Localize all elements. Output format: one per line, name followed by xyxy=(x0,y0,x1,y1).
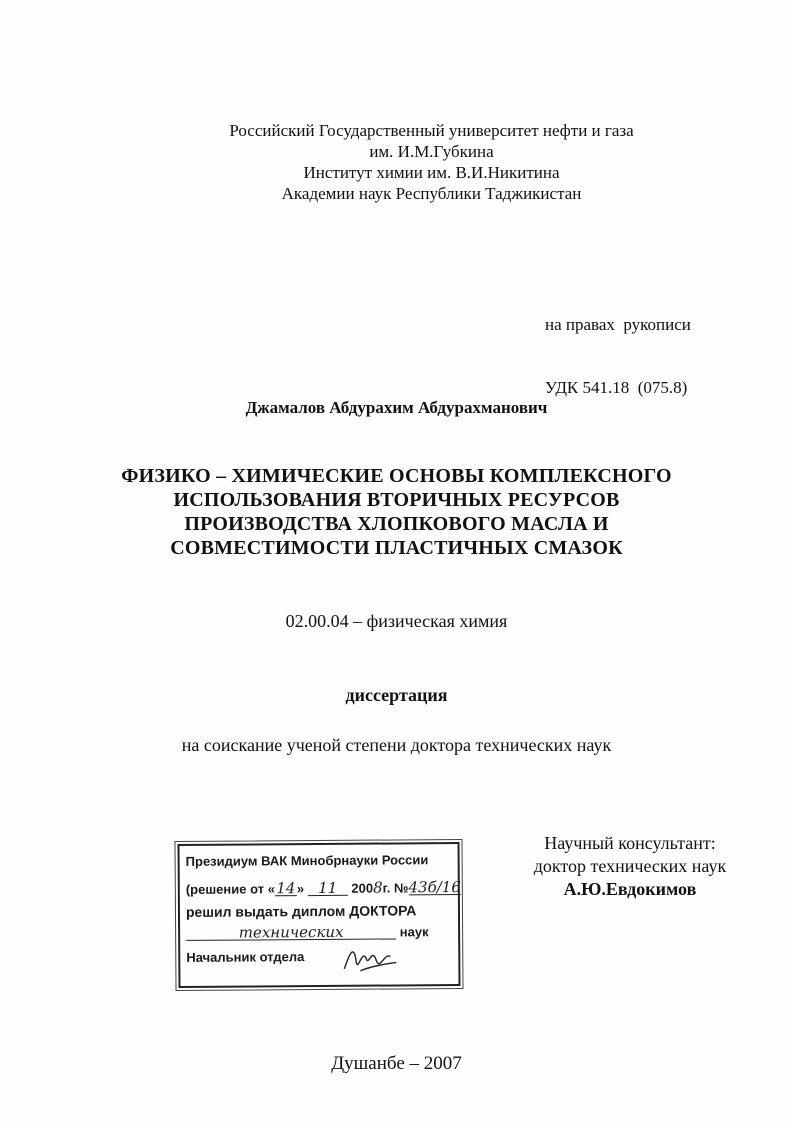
stamp-field: технических xyxy=(186,924,396,940)
thesis-title xyxy=(0,464,793,560)
institute-line: Институт химии им. В.И.Никитина xyxy=(303,163,560,182)
stamp-authority: Президиум ВАК Минобрнауки России xyxy=(185,852,429,869)
stamp-diploma: решил выдать диплом ДОКТОРА xyxy=(185,902,417,920)
stamp-field-line xyxy=(186,924,429,941)
consultant-title: доктор технических наук xyxy=(533,856,727,876)
consultant-role: Научный консультант: xyxy=(544,833,716,853)
document-type: диссертация xyxy=(345,685,448,705)
institution-header xyxy=(0,120,793,204)
stamp-decision xyxy=(186,878,461,898)
signature-mark xyxy=(340,940,400,976)
city-year: Душанбе – 2007 xyxy=(331,1053,462,1074)
title-line: ПРОИЗВОДСТВА ХЛОПКОВОГО МАСЛА И xyxy=(184,513,609,535)
stamp-head: Начальник отдела xyxy=(186,949,305,965)
stamp-month: 11 xyxy=(308,881,348,896)
specialty-code: 02.00.04 – физическая химия xyxy=(285,611,508,631)
stamp-day: 14 xyxy=(276,879,296,898)
stamp-quote: » xyxy=(296,881,305,897)
stamp-number: 43б/16 xyxy=(408,878,461,897)
title-line: ФИЗИКО – ХИМИЧЕСКИЕ ОСНОВЫ КОМПЛЕКСНОГО xyxy=(121,465,672,487)
stamp-year-prefix: 200 xyxy=(351,880,374,896)
scientific-consultant xyxy=(505,832,755,901)
university-line: Российский Государственный университет нефти и газа xyxy=(229,121,634,140)
stamp-decision-prefix: (решение от « xyxy=(185,881,275,897)
degree-statement: на соискание ученой степени доктора технических наук xyxy=(181,735,612,755)
author-name: Джамалов Абдурахим Абдурахманович xyxy=(245,398,548,417)
stamp-year-suffix: г. № xyxy=(382,880,409,896)
manuscript-label: на правах рукописи xyxy=(545,315,691,334)
title-line: ИСПОЛЬЗОВАНИЯ ВТОРИЧНЫХ РЕСУРСОВ xyxy=(173,489,620,511)
stamp-field-suffix: наук xyxy=(399,924,429,940)
udc-code: УДК 541.18 (075.8) xyxy=(545,378,688,397)
vak-stamp xyxy=(178,842,461,988)
academy-line: Академии наук Республики Таджикистан xyxy=(281,184,582,203)
consultant-name: А.Ю.Евдокимов xyxy=(563,879,697,899)
stamp-year-digit: 8 xyxy=(373,878,383,897)
title-line: СОВМЕСТИМОСТИ ПЛАСТИЧНЫХ СМАЗОК xyxy=(170,537,623,559)
university-name-line: им. И.М.Губкина xyxy=(369,142,494,161)
